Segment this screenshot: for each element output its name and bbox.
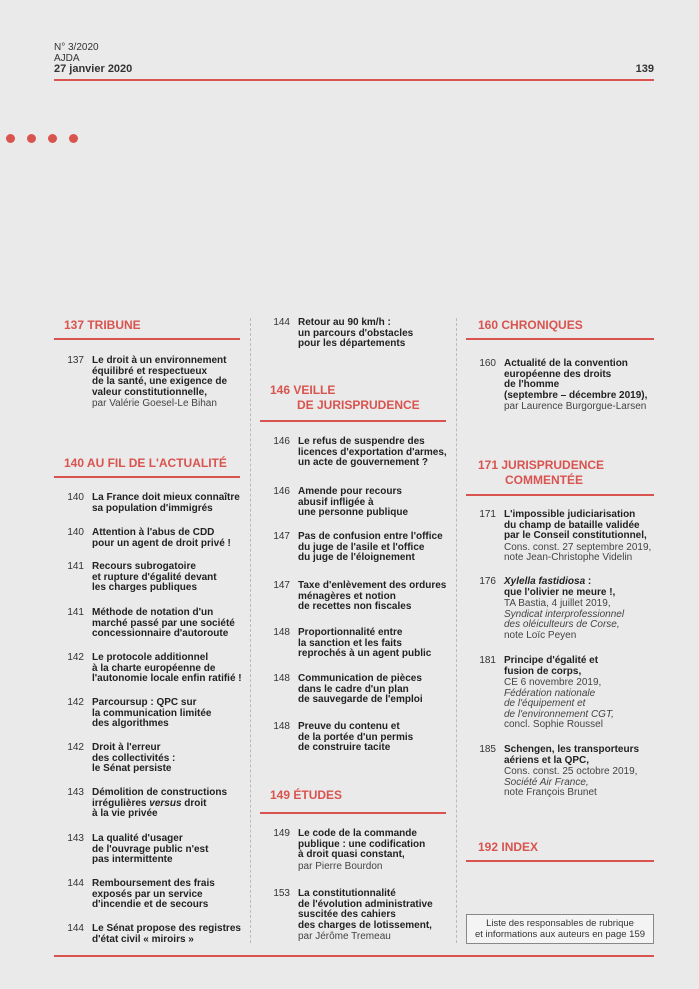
entry-title bbox=[92, 788, 242, 820]
entry-title bbox=[92, 743, 242, 775]
entry-title-line: Remboursement des frais bbox=[92, 878, 215, 889]
entry-subtitle-line: note François Brunet bbox=[504, 787, 597, 798]
entry-title-line: pour un agent de droit privé ! bbox=[92, 537, 231, 549]
entry-title-line: Méthode de notation d'un bbox=[92, 607, 214, 618]
page-header bbox=[54, 42, 654, 75]
entry-title bbox=[504, 577, 654, 598]
entry-title-line: à la vie privée bbox=[92, 808, 158, 819]
entry-title-line: Parcoursup : QPC sur bbox=[92, 697, 197, 708]
entry-title-line: marché passé par une société bbox=[92, 617, 235, 629]
section-veille-line-1: 146 VEILLE bbox=[270, 383, 336, 397]
entry-subtitle-line: par Pierre Bourdon bbox=[298, 860, 383, 872]
entry-title-line: La constitutionnalité bbox=[298, 888, 396, 899]
entry-title-line: Xylella fastidiosa : bbox=[504, 576, 592, 587]
entry-subtitle-line: Cons. const. 27 septembre 2019, bbox=[504, 541, 652, 553]
entry-title-line: des collectivités : bbox=[92, 752, 176, 764]
journal-name: AJDA bbox=[54, 53, 80, 64]
entry-title-line: publique : une codification bbox=[298, 838, 426, 850]
dot-icon bbox=[48, 134, 57, 143]
entry-title-line: abusif infligée à bbox=[298, 496, 374, 508]
entry-title-line: du juge de l'asile et l'office bbox=[298, 541, 425, 553]
entry-title-line: d'état civil « miroirs » bbox=[92, 933, 194, 945]
entry-title-line: ménagères et notion bbox=[298, 590, 396, 602]
entry-page-number: 141 bbox=[67, 607, 84, 618]
entry-title bbox=[504, 510, 654, 542]
entry-page-number: 144 bbox=[273, 317, 290, 328]
dot-icon bbox=[27, 134, 36, 143]
entry-page-number: 147 bbox=[273, 531, 290, 542]
entry-title bbox=[298, 532, 448, 564]
entry-page-number: 146 bbox=[273, 436, 290, 447]
entry-subtitle-line: Fédération nationale bbox=[504, 687, 596, 699]
entry-title-line: La qualité d'usager bbox=[92, 833, 183, 844]
entry-title-line: Schengen, les transporteurs bbox=[504, 744, 640, 755]
entry-title bbox=[298, 318, 448, 350]
entry-title-line: Amende pour recours bbox=[298, 486, 402, 497]
entry-subtitle-line: par Jérôme Tremeau bbox=[298, 931, 391, 942]
entry-title bbox=[92, 493, 242, 514]
entry-title-line: La France doit mieux connaître bbox=[92, 492, 240, 503]
entry-title-line: à la charte européenne de bbox=[92, 662, 216, 674]
entry-title-line: que l'olivier ne meure !, bbox=[504, 586, 616, 598]
entry-title-line: Le refus de suspendre des bbox=[298, 436, 425, 447]
section-rule bbox=[260, 812, 446, 814]
entry-page-number: 185 bbox=[479, 744, 496, 755]
entry-page-number: 140 bbox=[67, 527, 84, 538]
entry-title-line: Attention à l'abus de CDD bbox=[92, 527, 215, 538]
entry-page-number: 148 bbox=[273, 627, 290, 638]
entry-title-line: de sauvegarde de l'emploi bbox=[298, 694, 423, 705]
entry-title bbox=[298, 487, 448, 519]
entry-title-line: un parcours d'obstacles bbox=[298, 327, 414, 339]
entry-subtitle bbox=[298, 932, 463, 943]
section-index[interactable]: 192 INDEX bbox=[478, 840, 539, 854]
entry-title bbox=[92, 356, 242, 398]
entry-title-line: Démolition de constructions bbox=[92, 787, 228, 798]
section-jurisprudence[interactable] bbox=[478, 458, 604, 488]
entry-title-line: les charges publiques bbox=[92, 582, 198, 593]
entry-subtitle bbox=[92, 399, 257, 410]
entry-title bbox=[92, 834, 242, 866]
entry-title-line: Recours subrogatoire bbox=[92, 561, 196, 572]
entry-title-line: Pas de confusion entre l'office bbox=[298, 531, 443, 542]
entry-subtitle-line: Société Air France, bbox=[504, 776, 589, 788]
entry-title-line: de l'évolution administrative bbox=[298, 898, 433, 910]
section-etudes[interactable]: 149 ÉTUDES bbox=[270, 788, 343, 802]
header-rule bbox=[54, 79, 654, 81]
entry-subtitle bbox=[504, 767, 669, 799]
entry-title bbox=[504, 745, 654, 766]
column-divider bbox=[250, 318, 251, 943]
section-rule bbox=[466, 860, 654, 862]
entry-subtitle bbox=[504, 599, 669, 641]
entry-title bbox=[92, 924, 242, 945]
entry-title-line: de la portée d'un permis bbox=[298, 731, 414, 743]
entry-page-number: 146 bbox=[273, 486, 290, 497]
entry-title-line: une personne publique bbox=[298, 507, 409, 518]
entry-page-number: 142 bbox=[67, 742, 84, 753]
page-number: 139 bbox=[635, 63, 654, 75]
entry-title-line: Proportionnalité entre bbox=[298, 627, 403, 638]
entry-title-line: de la santé, une exigence de bbox=[92, 376, 228, 387]
entry-title bbox=[298, 722, 448, 754]
entry-page-number: 144 bbox=[67, 923, 84, 934]
note-line: Liste des responsables de rubrique bbox=[486, 918, 634, 929]
entry-title-line: du juge de l'éloignement bbox=[298, 552, 415, 563]
entry-title-line: valeur constitutionnelle, bbox=[92, 386, 208, 398]
entry-page-number: 142 bbox=[67, 697, 84, 708]
column-divider bbox=[456, 318, 457, 943]
entry-title-line: dans le cadre d'un plan bbox=[298, 683, 409, 695]
issue-number: N° 3/2020 bbox=[54, 42, 99, 53]
entry-subtitle-line: de l'équipement et bbox=[504, 698, 586, 709]
entry-title bbox=[504, 359, 654, 401]
entry-title-line: de l'ouvrage public n'est bbox=[92, 843, 209, 855]
entry-subtitle-line: par Laurence Burgorgue-Larsen bbox=[504, 401, 647, 412]
entry-title-line: exposés par un service bbox=[92, 888, 203, 900]
entry-title-line: licences d'exportation d'armes, bbox=[298, 446, 447, 458]
entry-title bbox=[298, 437, 448, 469]
entry-title-line: Preuve du contenu et bbox=[298, 721, 400, 732]
entry-title bbox=[298, 829, 448, 861]
entry-title bbox=[92, 608, 242, 640]
entry-title-line: pour les départements bbox=[298, 338, 406, 349]
entry-subtitle-line: CE 6 novembre 2019, bbox=[504, 677, 602, 688]
entry-title-line: la communication limitée bbox=[92, 707, 212, 719]
entry-page-number: 144 bbox=[67, 878, 84, 889]
entry-title-line: un acte de gouvernement ? bbox=[298, 457, 429, 468]
entry-subtitle bbox=[298, 862, 463, 873]
entry-subtitle-line: note Jean-Christophe Videlin bbox=[504, 552, 633, 563]
entry-title-line: pas intermittente bbox=[92, 854, 173, 865]
entry-page-number: 181 bbox=[479, 655, 496, 666]
entry-title bbox=[92, 562, 242, 594]
entry-title-line: et rupture d'égalité devant bbox=[92, 571, 217, 583]
entry-subtitle bbox=[504, 543, 669, 564]
entry-title-line: des algorithmes bbox=[92, 718, 169, 729]
entry-title-line: d'incendie et de secours bbox=[92, 899, 209, 910]
section-chroniques[interactable]: 160 CHRONIQUES bbox=[478, 318, 583, 332]
entry-subtitle-line: TA Bastia, 4 juillet 2019, bbox=[504, 598, 611, 609]
section-rule bbox=[260, 420, 446, 422]
entry-title-line: L'impossible judiciarisation bbox=[504, 509, 636, 520]
entry-title-line: équilibré et respectueux bbox=[92, 365, 208, 377]
entry-subtitle bbox=[504, 678, 669, 731]
entry-title-line: Retour au 90 km/h : bbox=[298, 317, 391, 328]
entry-page-number: 143 bbox=[67, 833, 84, 844]
entry-title-line: (septembre – décembre 2019), bbox=[504, 389, 648, 401]
entry-title bbox=[92, 698, 242, 730]
issue-date: 27 janvier 2020 bbox=[54, 63, 133, 75]
entry-subtitle-line: des oléiculteurs de Corse, bbox=[504, 619, 620, 630]
entry-page-number: 147 bbox=[273, 580, 290, 591]
section-rule bbox=[466, 338, 654, 340]
entry-title bbox=[92, 653, 242, 685]
entry-page-number: 160 bbox=[479, 358, 496, 369]
entry-page-number: 140 bbox=[67, 492, 84, 503]
entry-title bbox=[92, 528, 242, 549]
entry-page-number: 176 bbox=[479, 576, 496, 587]
entry-subtitle-line: par Valérie Goesel-Le Bihan bbox=[92, 398, 217, 409]
entry-title-line: Communication de pièces bbox=[298, 673, 422, 684]
section-veille[interactable] bbox=[270, 383, 420, 413]
entry-title-line: Le droit à un environnement bbox=[92, 355, 227, 366]
entry-title-line: par le Conseil constitutionnel, bbox=[504, 530, 647, 541]
entry-title-line: à droit quasi constant, bbox=[298, 849, 405, 860]
entry-subtitle bbox=[504, 402, 669, 413]
decorative-dots bbox=[6, 134, 78, 143]
entry-page-number: 143 bbox=[67, 787, 84, 798]
entry-title bbox=[298, 581, 448, 613]
section-veille-line-2: DE JURISPRUDENCE bbox=[297, 398, 420, 412]
section-rule bbox=[54, 476, 240, 478]
entry-title bbox=[298, 674, 448, 706]
entry-page-number: 148 bbox=[273, 721, 290, 732]
entry-title-line: la sanction et les faits bbox=[298, 637, 402, 649]
entry-title-line: concessionnaire d'autoroute bbox=[92, 628, 229, 639]
entry-page-number: 142 bbox=[67, 652, 84, 663]
section-rule bbox=[54, 338, 240, 340]
entry-title-line: fusion de corps, bbox=[504, 665, 582, 677]
entry-page-number: 141 bbox=[67, 561, 84, 572]
entry-title-line: Taxe d'enlèvement des ordures bbox=[298, 580, 447, 591]
entry-page-number: 171 bbox=[479, 509, 496, 520]
dot-icon bbox=[6, 134, 15, 143]
entry-title-line: le Sénat persiste bbox=[92, 763, 172, 774]
entry-title bbox=[298, 889, 448, 931]
dot-icon bbox=[69, 134, 78, 143]
note-line: et informations aux auteurs en page 159 bbox=[474, 929, 646, 940]
entry-title-line: Droit à l'erreur bbox=[92, 742, 161, 753]
entry-page-number: 148 bbox=[273, 673, 290, 684]
entry-title-line: européenne des droits bbox=[504, 368, 612, 380]
entry-title-line: des charges de lotissement, bbox=[298, 919, 432, 931]
authors-info-note bbox=[466, 914, 654, 944]
entry-title-line: de l'homme bbox=[504, 379, 560, 390]
entry-title-line: l'autonomie locale enfin ratifié ! bbox=[92, 673, 242, 684]
entry-title-line: de recettes non fiscales bbox=[298, 601, 412, 612]
entry-title-line: Le protocole additionnel bbox=[92, 652, 209, 663]
entry-title-line: sa population d'immigrés bbox=[92, 502, 213, 514]
entry-subtitle-line: note Loïc Peyen bbox=[504, 629, 577, 641]
entry-title bbox=[298, 628, 448, 660]
entry-title-line: irrégulières versus droit bbox=[92, 797, 207, 809]
section-actualite[interactable]: 140 AU FIL DE L'ACTUALITÉ bbox=[64, 456, 227, 470]
entry-subtitle-line: concl. Sophie Roussel bbox=[504, 719, 603, 730]
entry-subtitle-line: de l'environnement CGT, bbox=[504, 708, 614, 720]
entry-page-number: 153 bbox=[273, 888, 290, 899]
entry-title-line: Actualité de la convention bbox=[504, 358, 628, 369]
entry-title-line: reprochés à un agent public bbox=[298, 648, 432, 659]
entry-title-line: de construire tacite bbox=[298, 742, 391, 753]
entry-title-line: aériens et la QPC, bbox=[504, 754, 590, 766]
entry-title-line: suscitée des cahiers bbox=[298, 909, 396, 920]
entry-title-line: Le Sénat propose des registres bbox=[92, 923, 241, 934]
section-jurisprudence-line-2: COMMENTÉE bbox=[505, 473, 583, 487]
entry-subtitle-line: Syndicat interprofessionnel bbox=[504, 608, 625, 620]
entry-title bbox=[504, 656, 654, 677]
entry-title-line: Principe d'égalité et bbox=[504, 655, 599, 666]
entry-title-line: du champ de bataille validée bbox=[504, 519, 640, 531]
section-tribune[interactable]: 137 TRIBUNE bbox=[64, 318, 141, 332]
footer-rule bbox=[54, 955, 654, 957]
section-jurisprudence-line-1: 171 JURISPRUDENCE bbox=[478, 458, 605, 472]
entry-page-number: 137 bbox=[67, 355, 84, 366]
entry-title bbox=[92, 879, 242, 911]
entry-subtitle-line: Cons. const. 25 octobre 2019, bbox=[504, 766, 638, 777]
entry-page-number: 149 bbox=[273, 828, 290, 839]
entry-title-line: Le code de la commande bbox=[298, 828, 417, 839]
section-rule bbox=[466, 494, 654, 496]
